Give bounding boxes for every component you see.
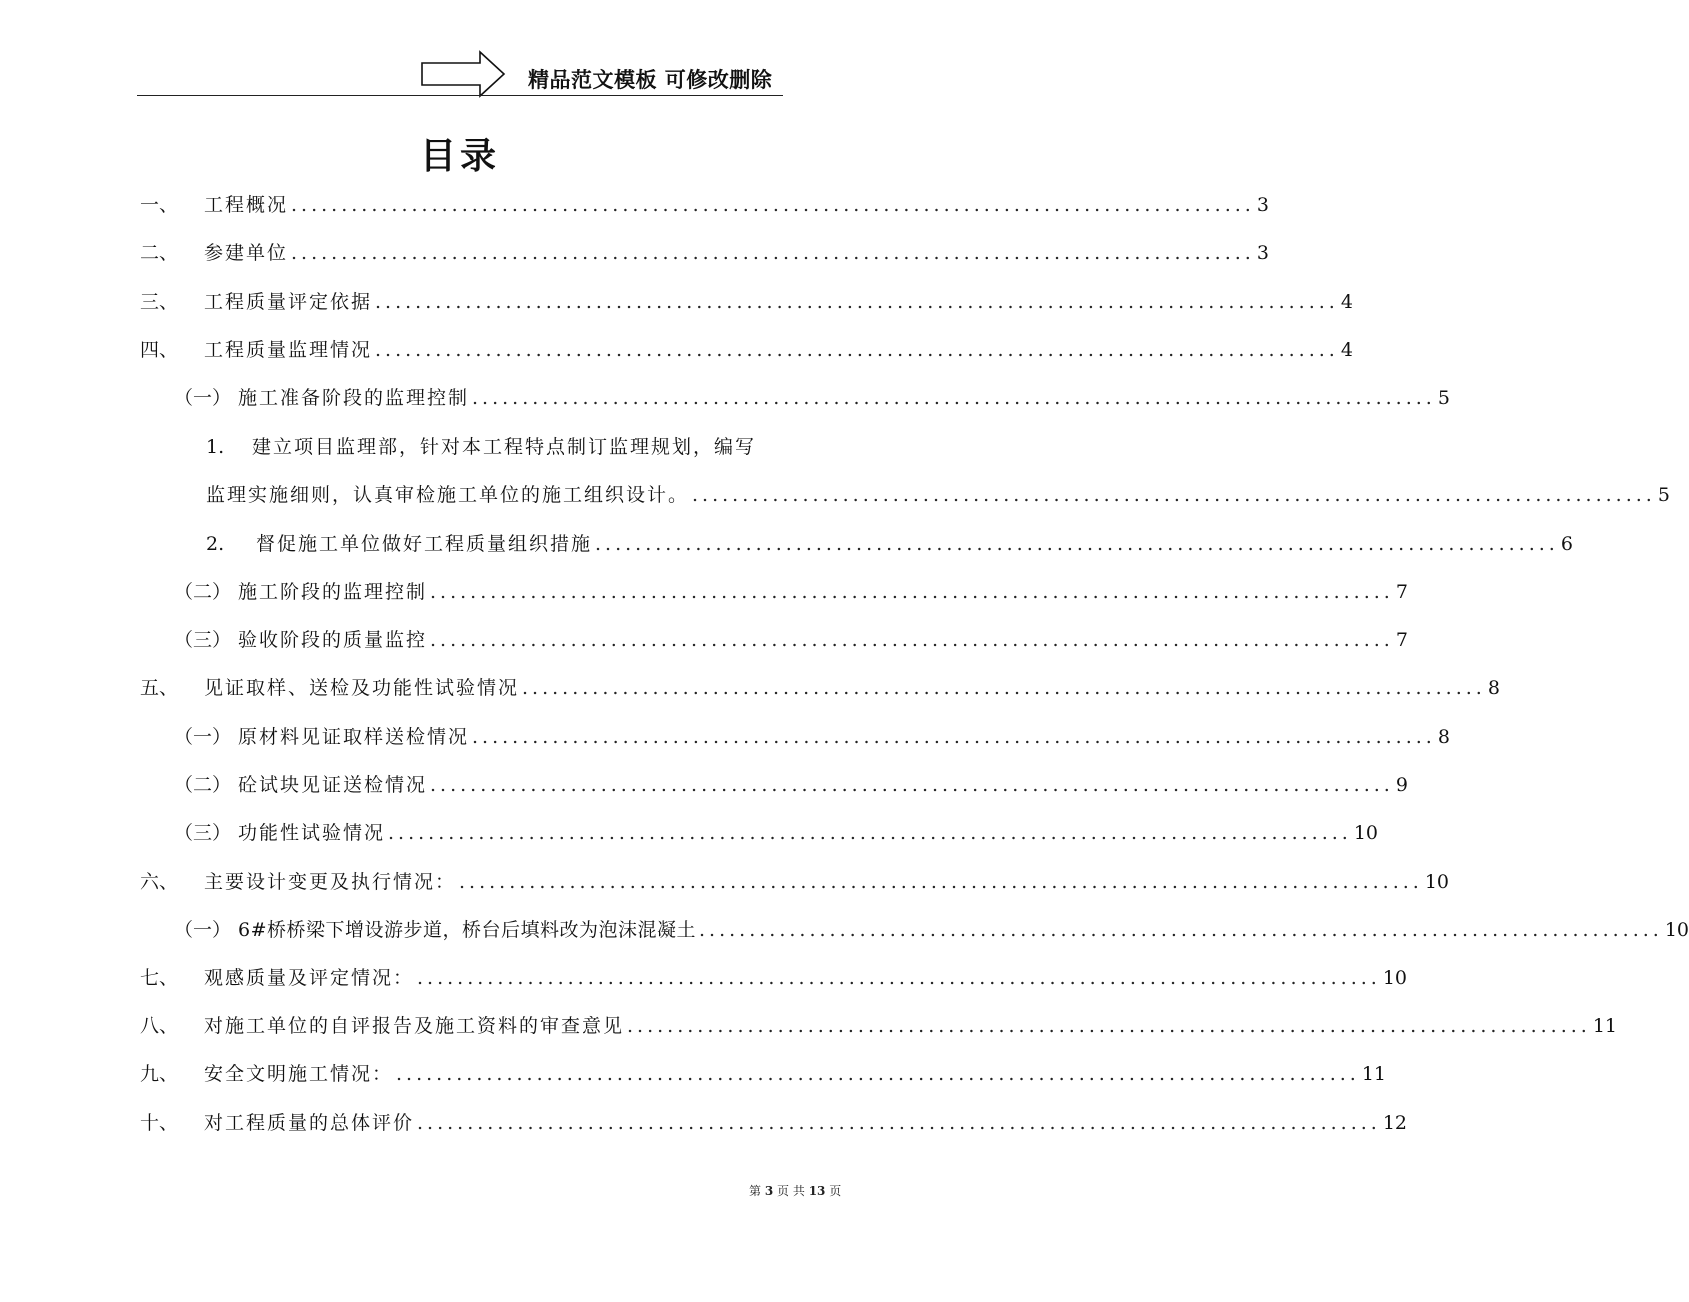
- toc-page: 10: [1382, 967, 1407, 989]
- toc-number: 2.: [206, 533, 225, 555]
- toc-label: 工程质量监理情况: [204, 339, 373, 361]
- toc-label: 原材料见证取样送检情况: [238, 726, 470, 748]
- toc-number: 四、: [140, 339, 179, 361]
- toc-number: 九、: [140, 1063, 179, 1085]
- toc-leader: ................................................................................................: [472, 387, 1436, 409]
- toc-page: 10: [1664, 919, 1689, 941]
- toc-entry[interactable]: [174, 915, 1689, 945]
- toc-page: 6: [1560, 533, 1573, 555]
- toc-label: 砼试块见证送检情况: [238, 774, 428, 796]
- toc-leader: ................................................................................................: [522, 677, 1486, 699]
- toc-label: 参建单位: [204, 242, 289, 264]
- toc-number: （二）: [174, 581, 232, 603]
- toc-label: 工程质量评定依据: [204, 291, 373, 313]
- toc-page: 5: [1437, 387, 1450, 409]
- toc-leader: ................................................................................................: [388, 822, 1352, 844]
- toc-page: 3: [1256, 242, 1269, 264]
- header-divider: [137, 95, 783, 96]
- page-footer: [749, 1182, 841, 1199]
- toc-label: 功能性试验情况: [238, 822, 386, 844]
- toc-entry[interactable]: [174, 770, 1408, 800]
- toc-entry[interactable]: [140, 1059, 1386, 1089]
- toc-entry[interactable]: [174, 625, 1408, 655]
- toc-entry-continued[interactable]: [206, 432, 756, 459]
- toc-label: 建立项目监理部，针对本工程特点制订监理规划，编写: [252, 436, 757, 458]
- arrow-right-icon: [420, 50, 506, 98]
- toc-entry[interactable]: [140, 335, 1353, 365]
- toc-label: 安全文明施工情况：: [204, 1063, 394, 1085]
- toc-leader: ................................................................................................: [459, 871, 1423, 893]
- toc-number: （二）: [174, 774, 232, 796]
- footer-total-pages: 13: [808, 1184, 826, 1198]
- toc-label: 对工程质量的总体评价: [204, 1112, 415, 1134]
- toc-leader: ................................................................................................: [699, 919, 1663, 941]
- toc-number: （三）: [174, 629, 232, 651]
- toc-page: 8: [1487, 677, 1500, 699]
- footer-suffix: 页: [829, 1184, 842, 1198]
- toc-leader: ................................................................................................: [430, 581, 1394, 603]
- toc-number: （一）: [174, 726, 232, 748]
- toc-page: 7: [1395, 581, 1408, 603]
- toc-page: 4: [1340, 291, 1353, 313]
- toc-leader: ................................................................................................: [375, 339, 1339, 361]
- toc-page: 4: [1340, 339, 1353, 361]
- toc-entry[interactable]: [174, 577, 1408, 607]
- toc-leader: ................................................................................................: [430, 629, 1394, 651]
- toc-number: 十、: [140, 1112, 179, 1134]
- toc-entry[interactable]: [206, 529, 1573, 559]
- toc-page: 10: [1353, 822, 1378, 844]
- toc-leader: ................................................................................................: [375, 291, 1339, 313]
- toc-label: 见证取样、送检及功能性试验情况: [204, 677, 520, 699]
- footer-prefix: 第: [749, 1184, 762, 1198]
- toc-leader: ................................................................................................: [291, 194, 1255, 216]
- toc-number: 二、: [140, 242, 179, 264]
- toc-page: 9: [1395, 774, 1408, 796]
- page-title: 目录: [419, 136, 500, 177]
- toc-label: 观感质量及评定情况：: [204, 967, 415, 989]
- toc-number: 三、: [140, 291, 179, 313]
- footer-current-page: 3: [764, 1184, 774, 1198]
- toc-page: 10: [1424, 871, 1449, 893]
- toc-page: 7: [1395, 629, 1408, 651]
- toc-entry[interactable]: [206, 480, 1670, 510]
- toc-number: （一）: [174, 387, 232, 409]
- toc-page: 12: [1382, 1112, 1407, 1134]
- header-tag: 精品范文模板 可修改删除: [528, 68, 773, 92]
- toc-entry[interactable]: [140, 190, 1269, 220]
- toc-label: 监理实施细则，认真审检施工单位的施工组织设计。: [206, 484, 690, 506]
- toc-leader: ................................................................................................: [396, 1063, 1360, 1085]
- toc-number: （三）: [174, 822, 232, 844]
- footer-mid: 页 共: [777, 1184, 805, 1198]
- toc-label: 施工阶段的监理控制: [238, 581, 428, 603]
- toc-entry[interactable]: [140, 673, 1500, 703]
- toc-entry[interactable]: [140, 1011, 1617, 1041]
- toc-entry[interactable]: [140, 238, 1269, 268]
- toc-page: 3: [1256, 194, 1269, 216]
- toc-label: 施工准备阶段的监理控制: [238, 387, 470, 409]
- toc-number: 五、: [140, 677, 179, 699]
- toc-label: 主要设计变更及执行情况：: [204, 871, 457, 893]
- toc-label: 验收阶段的质量监控: [238, 629, 428, 651]
- toc-leader: ................................................................................................: [430, 774, 1394, 796]
- toc-page: 8: [1437, 726, 1450, 748]
- toc-leader: ................................................................................................: [692, 484, 1656, 506]
- toc-entry[interactable]: [140, 1108, 1407, 1138]
- toc-page: 11: [1361, 1063, 1386, 1085]
- toc-label: 对施工单位的自评报告及施工资料的审查意见: [204, 1015, 625, 1037]
- toc-entry[interactable]: [140, 287, 1353, 317]
- toc-leader: ................................................................................................: [417, 1112, 1381, 1134]
- toc-entry[interactable]: [174, 818, 1378, 848]
- toc-entry[interactable]: [140, 867, 1449, 897]
- toc-page: 11: [1592, 1015, 1617, 1037]
- toc-leader: ................................................................................................: [291, 242, 1255, 264]
- toc-leader: ................................................................................................: [472, 726, 1436, 748]
- toc-leader: ................................................................................................: [595, 533, 1559, 555]
- toc-entry[interactable]: [140, 963, 1407, 993]
- toc-label: 督促施工单位做好工程质量组织措施: [256, 533, 593, 555]
- toc-label: 工程概况: [204, 194, 289, 216]
- toc-number: 六、: [140, 871, 179, 893]
- toc-leader: ................................................................................................: [627, 1015, 1591, 1037]
- page-header: [0, 0, 920, 100]
- toc-leader: ................................................................................................: [417, 967, 1381, 989]
- toc-page: 5: [1657, 484, 1670, 506]
- toc-entry[interactable]: [174, 722, 1450, 752]
- toc-label: 6#桥桥梁下增设游步道，桥台后填料改为泡沫混凝土: [238, 919, 697, 941]
- toc-number: 一、: [140, 194, 179, 216]
- toc-number: 1.: [206, 436, 225, 458]
- toc-number: （一）: [174, 919, 232, 941]
- toc-number: 八、: [140, 1015, 179, 1037]
- toc-number: 七、: [140, 967, 179, 989]
- toc-entry[interactable]: [174, 383, 1450, 413]
